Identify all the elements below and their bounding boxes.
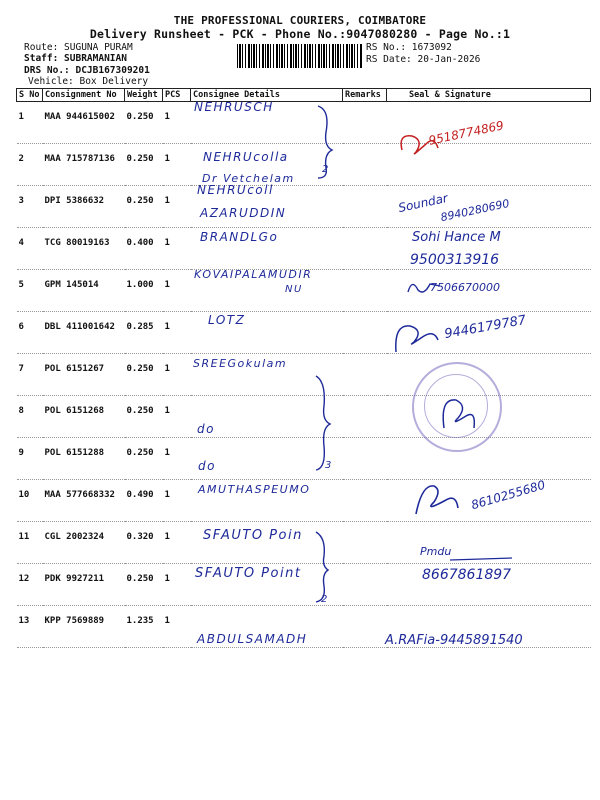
cell-pcs: 1 bbox=[163, 438, 191, 480]
cell-consignment: DBL 411001642 bbox=[43, 312, 125, 354]
cell-sno: 3 bbox=[17, 186, 43, 228]
vehicle-label: Vehicle: Box Delivery bbox=[28, 76, 149, 87]
cell-pcs: 1 bbox=[163, 270, 191, 312]
handwritten-consignee: NU bbox=[285, 284, 303, 295]
cell-pcs: 1 bbox=[163, 312, 191, 354]
cell-remarks bbox=[343, 396, 387, 438]
cell-consignment: DPI 5386632 bbox=[43, 186, 125, 228]
signature-phone: 7506670000 bbox=[430, 281, 500, 294]
handwritten-consignee: Dr Vetchelam bbox=[202, 172, 295, 185]
cell-sno: 8 bbox=[17, 396, 43, 438]
cell-sno: 6 bbox=[17, 312, 43, 354]
cell-consignment: MAA 577668332 bbox=[43, 480, 125, 522]
signature-name: Pmdu bbox=[420, 545, 452, 558]
signature-scribble bbox=[412, 478, 462, 522]
cell-weight: 0.250 bbox=[125, 102, 163, 144]
table-row bbox=[17, 102, 591, 144]
cell-pcs: 1 bbox=[163, 228, 191, 270]
cell-remarks bbox=[343, 522, 387, 564]
cell-sno: 13 bbox=[17, 606, 43, 648]
table-header-row bbox=[17, 89, 591, 102]
handwritten-consignee: LOTZ bbox=[208, 313, 246, 327]
cell-consignment: KPP 7569889 bbox=[43, 606, 125, 648]
cell-signature bbox=[387, 438, 591, 480]
cell-remarks bbox=[343, 102, 387, 144]
signature-scribble bbox=[390, 318, 442, 358]
cell-pcs: 1 bbox=[163, 144, 191, 186]
signature-name: Soundar bbox=[397, 190, 449, 216]
cell-pcs: 1 bbox=[163, 396, 191, 438]
handwritten-consignee: KOVAIPALAMUDIR bbox=[194, 268, 313, 281]
brace-count: 2 bbox=[322, 164, 330, 175]
brace-count: 3 bbox=[325, 460, 333, 471]
cell-consignment: POL 6151288 bbox=[43, 438, 125, 480]
table-row bbox=[17, 438, 591, 480]
col-pcs: PCS bbox=[163, 89, 191, 102]
page-subtitle: Delivery Runsheet - PCK - Phone No.:9047080280 - Page No.:1 bbox=[89, 27, 511, 41]
handwritten-consignee: do bbox=[197, 422, 215, 436]
barcode bbox=[237, 44, 362, 68]
handwritten-consignee: BRANDLGo bbox=[200, 230, 279, 244]
signature-scribble bbox=[436, 388, 480, 438]
cell-weight: 0.250 bbox=[125, 396, 163, 438]
cell-sno: 1 bbox=[17, 102, 43, 144]
handwritten-consignee: SFAUTO Poin bbox=[203, 528, 303, 543]
route-label: Route: SUGUNA PURAM bbox=[24, 42, 133, 53]
col-remarks: Remarks bbox=[343, 89, 387, 102]
handwritten-consignee: NEHRUcoll bbox=[197, 183, 274, 197]
cell-weight: 1.000 bbox=[125, 270, 163, 312]
col-sno: S No bbox=[17, 89, 43, 102]
col-weight: Weight bbox=[125, 89, 163, 102]
cell-weight: 0.400 bbox=[125, 228, 163, 270]
cell-remarks bbox=[343, 438, 387, 480]
drs-number: DRS No.: DCJB167309201 bbox=[24, 65, 150, 76]
table-row bbox=[17, 354, 591, 396]
cell-weight: 0.250 bbox=[125, 564, 163, 606]
cell-sno: 4 bbox=[17, 228, 43, 270]
cell-sno: 11 bbox=[17, 522, 43, 564]
cell-weight: 0.250 bbox=[125, 354, 163, 396]
handwritten-consignee: NEHRUSCH bbox=[194, 100, 274, 114]
cell-remarks bbox=[343, 564, 387, 606]
rs-number: RS No.: 1673092 bbox=[366, 42, 452, 53]
table-row bbox=[17, 144, 591, 186]
signature-phone: 8667861897 bbox=[422, 567, 512, 583]
cell-remarks bbox=[343, 312, 387, 354]
cell-consignment: POL 6151267 bbox=[43, 354, 125, 396]
table-row bbox=[17, 228, 591, 270]
cell-pcs: 1 bbox=[163, 186, 191, 228]
cell-consignment: MAA 715787136 bbox=[43, 144, 125, 186]
cell-weight: 0.250 bbox=[125, 144, 163, 186]
signature-name: Sohi Hance M bbox=[412, 230, 501, 245]
table-row bbox=[17, 396, 591, 438]
cell-remarks bbox=[343, 354, 387, 396]
cell-weight: 0.250 bbox=[125, 438, 163, 480]
handwritten-consignee: NEHRUcolla bbox=[203, 150, 289, 164]
signature-phone: 9500313916 bbox=[410, 252, 500, 268]
signature-phone: 8940280690 bbox=[439, 196, 511, 225]
cell-pcs: 1 bbox=[163, 354, 191, 396]
cell-sno: 9 bbox=[17, 438, 43, 480]
cell-consignment: CGL 2002324 bbox=[43, 522, 125, 564]
col-signature: Seal & Signature bbox=[387, 89, 591, 102]
signature-phone: 9446179787 bbox=[443, 312, 528, 343]
cell-remarks bbox=[343, 228, 387, 270]
page-title: THE PROFESSIONAL COURIERS, COIMBATORE bbox=[173, 14, 427, 27]
cell-weight: 0.490 bbox=[125, 480, 163, 522]
cell-remarks bbox=[343, 270, 387, 312]
staff-label: Staff: SUBRAMANIAN bbox=[24, 53, 127, 64]
cell-remarks bbox=[343, 480, 387, 522]
cell-sno: 10 bbox=[17, 480, 43, 522]
cell-weight: 0.250 bbox=[125, 186, 163, 228]
handwritten-consignee: AZARUDDIN bbox=[200, 206, 287, 220]
handwritten-consignee: SREEGokulam bbox=[193, 357, 288, 370]
signature-underline bbox=[448, 552, 518, 566]
cell-remarks bbox=[343, 186, 387, 228]
handwritten-consignee: AMUTHASPEUMO bbox=[198, 483, 311, 496]
col-consignment: Consignment No bbox=[43, 89, 125, 102]
cell-sno: 5 bbox=[17, 270, 43, 312]
cell-pcs: 1 bbox=[163, 102, 191, 144]
cell-weight: 1.235 bbox=[125, 606, 163, 648]
cell-pcs: 1 bbox=[163, 564, 191, 606]
cell-consignment: TCG 80019163 bbox=[43, 228, 125, 270]
cell-sno: 12 bbox=[17, 564, 43, 606]
signature-phone: 8610255680 bbox=[469, 477, 547, 513]
cell-consignment: GPM 145014 bbox=[43, 270, 125, 312]
cell-sno: 7 bbox=[17, 354, 43, 396]
cell-sno: 2 bbox=[17, 144, 43, 186]
cell-consignment: MAA 944615002 bbox=[43, 102, 125, 144]
handwritten-consignee: do bbox=[198, 459, 216, 473]
signature-name-phone: A.RAFia-9445891540 bbox=[385, 633, 523, 648]
cell-pcs: 1 bbox=[163, 522, 191, 564]
rs-date: RS Date: 20-Jan-2026 bbox=[366, 54, 481, 65]
cell-remarks bbox=[343, 606, 387, 648]
signature-phone: 9518774869 bbox=[427, 118, 505, 148]
cell-remarks bbox=[343, 144, 387, 186]
col-consignee: Consignee Details bbox=[191, 89, 343, 102]
brace-mark bbox=[312, 372, 344, 474]
cell-weight: 0.285 bbox=[125, 312, 163, 354]
cell-pcs: 1 bbox=[163, 480, 191, 522]
handwritten-consignee: SFAUTO Point bbox=[195, 566, 302, 581]
cell-pcs: 1 bbox=[163, 606, 191, 648]
cell-consignment: POL 6151268 bbox=[43, 396, 125, 438]
handwritten-consignee: ABDULSAMADH bbox=[197, 632, 308, 646]
brace-count: 2 bbox=[321, 594, 329, 605]
cell-consignment: PDK 9927211 bbox=[43, 564, 125, 606]
cell-weight: 0.320 bbox=[125, 522, 163, 564]
